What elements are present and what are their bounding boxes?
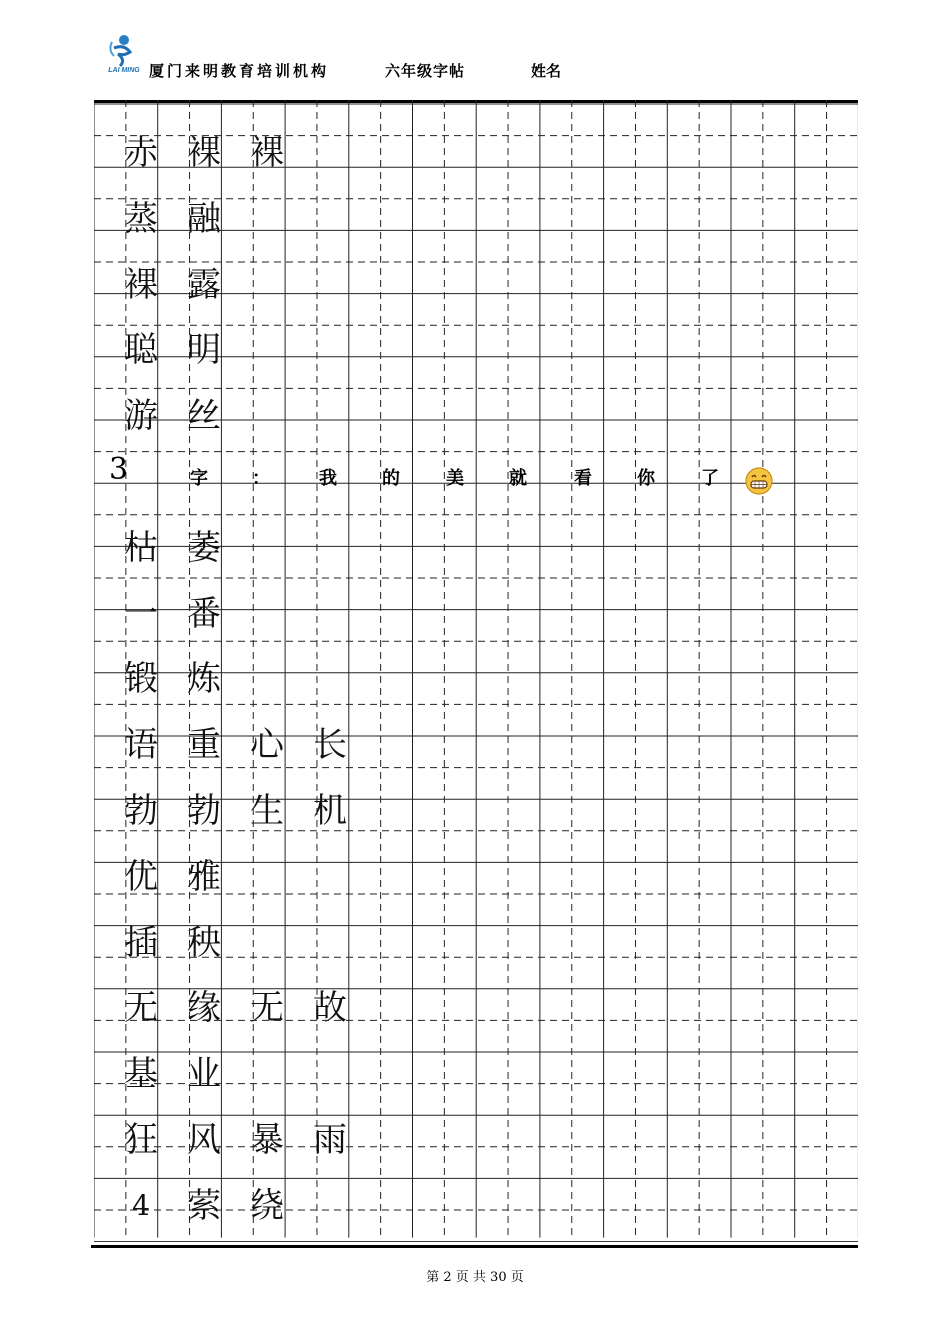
practice-char: 蒸 xyxy=(124,198,158,239)
section-number: 4 xyxy=(132,1188,150,1222)
practice-char: 生 xyxy=(250,791,284,831)
practice-char: 秧 xyxy=(187,922,221,963)
practice-char: 风 xyxy=(187,1120,221,1160)
practice-sheet xyxy=(94,100,858,1242)
practice-char: 重 xyxy=(187,725,221,766)
caption-char: 你 xyxy=(637,468,655,489)
practice-char: 萦 xyxy=(187,1185,221,1226)
practice-char: 番 xyxy=(187,593,221,634)
practice-char: 赤 xyxy=(124,133,158,173)
practice-char: 无 xyxy=(124,988,158,1029)
practice-char: 勃 xyxy=(124,791,158,831)
practice-char: 明 xyxy=(187,330,221,371)
practice-char: 故 xyxy=(313,988,347,1029)
practice-char: 裸 xyxy=(124,264,158,305)
practice-char: 心 xyxy=(250,725,284,766)
grinning-face-icon xyxy=(744,466,774,496)
name-label: 姓名 xyxy=(531,62,562,80)
institution-title: 厦门来明教育培训机构 xyxy=(149,62,330,80)
practice-char: 丝 xyxy=(187,396,221,437)
caption-char: 的 xyxy=(382,468,400,489)
lai-ming-logo-icon xyxy=(104,30,144,76)
practice-char: 暴 xyxy=(250,1120,284,1160)
practice-char: 萎 xyxy=(187,527,221,568)
practice-char: 缘 xyxy=(187,988,221,1029)
practice-char: 机 xyxy=(313,791,347,831)
practice-char: 狂 xyxy=(124,1120,158,1160)
practice-char: 优 xyxy=(124,856,158,897)
practice-char: 勃 xyxy=(187,791,221,831)
practice-char: 业 xyxy=(187,1054,221,1095)
practice-char: 一 xyxy=(124,593,158,634)
practice-char: 游 xyxy=(124,396,158,437)
page-footer: 第 2 页 共 30 页 xyxy=(426,1270,524,1285)
caption-char: 了 xyxy=(701,468,719,489)
practice-char: 露 xyxy=(187,264,221,305)
practice-char: 炼 xyxy=(187,659,221,700)
bottom-rule xyxy=(91,1245,858,1248)
caption-char: 看 xyxy=(574,468,592,489)
practice-char: 融 xyxy=(187,198,221,239)
practice-char: 基 xyxy=(124,1054,158,1095)
caption-char: 就 xyxy=(509,468,527,489)
practice-char: 雅 xyxy=(187,856,221,897)
practice-char: 插 xyxy=(124,922,158,963)
practice-char: 枯 xyxy=(124,527,158,568)
page-header xyxy=(0,0,950,100)
section-number: 3 xyxy=(109,452,129,487)
caption-char: 字 xyxy=(190,468,208,489)
caption-char: 我 xyxy=(319,468,337,489)
practice-char: 雨 xyxy=(313,1120,347,1160)
practice-char: 锻 xyxy=(124,659,158,700)
practice-char: 无 xyxy=(250,988,284,1029)
practice-char: 裸 xyxy=(187,133,221,173)
practice-char: 裸 xyxy=(250,133,284,173)
practice-char: 语 xyxy=(124,725,158,766)
caption-char: 美 xyxy=(446,468,464,489)
workbook-subtitle: 六年级字帖 xyxy=(385,62,466,80)
practice-char: 绕 xyxy=(250,1185,284,1226)
practice-char: 聪 xyxy=(124,330,158,371)
svg-text:LAI MING: LAI MING xyxy=(108,67,140,74)
caption-char: ： xyxy=(252,468,270,489)
practice-char: 长 xyxy=(313,725,347,766)
lai-ming-logo xyxy=(104,30,144,76)
